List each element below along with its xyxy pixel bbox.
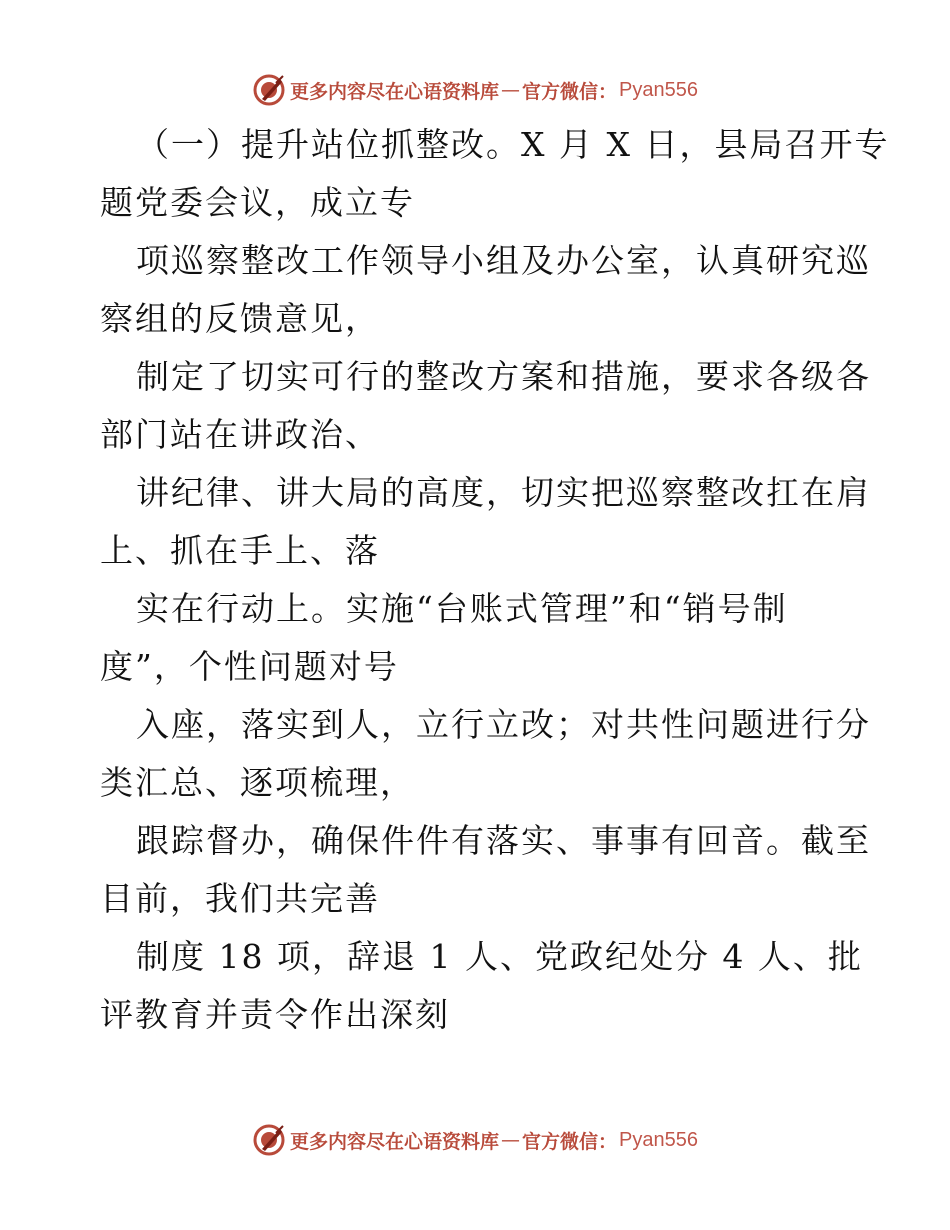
body-line: 上、抓在手上、落: [100, 531, 380, 570]
banner-wechat-label: 官方微信：: [522, 1130, 618, 1153]
banner-dash: —: [501, 1129, 521, 1151]
header-banner: [0, 70, 950, 110]
body-line: 题党委会议，成立专: [100, 183, 415, 222]
banner-text: 更多内容尽在心语资料库: [290, 1130, 500, 1153]
banner-wechat-id: Pyan556: [619, 1128, 698, 1151]
banner-wechat-label: 官方微信：: [522, 80, 618, 103]
body-line: 评教育并责令作出深刻: [100, 995, 450, 1034]
banner-text: 更多内容尽在心语资料库: [290, 80, 500, 103]
quill-seal-logo-icon: [252, 1123, 286, 1157]
body-line: 项巡察整改工作领导小组及办公室，认真研究巡: [136, 241, 871, 280]
body-line: 制度 18 项，辞退 1 人、党政纪处分 4 人、批: [136, 937, 863, 976]
banner-wechat-id: Pyan556: [619, 78, 698, 101]
body-line: 度”，个性问题对号: [100, 647, 399, 686]
body-line: 实在行动上。实施“台账式管理”和“销号制: [136, 589, 788, 628]
body-line: 制定了切实可行的整改方案和措施，要求各级各: [136, 357, 871, 396]
document-body: [100, 116, 890, 1044]
body-line: 部门站在讲政治、: [100, 415, 380, 454]
body-line: 类汇总、逐项梳理，: [100, 763, 415, 802]
body-line: 目前，我们共完善: [100, 879, 380, 918]
body-line: （一）提升站位抓整改。X 月 X 日，县局召开专: [136, 125, 890, 164]
body-line: 入座，落实到人，立行立改；对共性问题进行分: [136, 705, 871, 744]
body-line: 讲纪律、讲大局的高度，切实把巡察整改扛在肩: [136, 473, 871, 512]
footer-banner: [0, 1120, 950, 1160]
banner-dash: —: [501, 79, 521, 101]
body-line: 跟踪督办，确保件件有落实、事事有回音。截至: [136, 821, 871, 860]
quill-seal-logo-icon: [252, 73, 286, 107]
body-line: 察组的反馈意见，: [100, 299, 380, 338]
